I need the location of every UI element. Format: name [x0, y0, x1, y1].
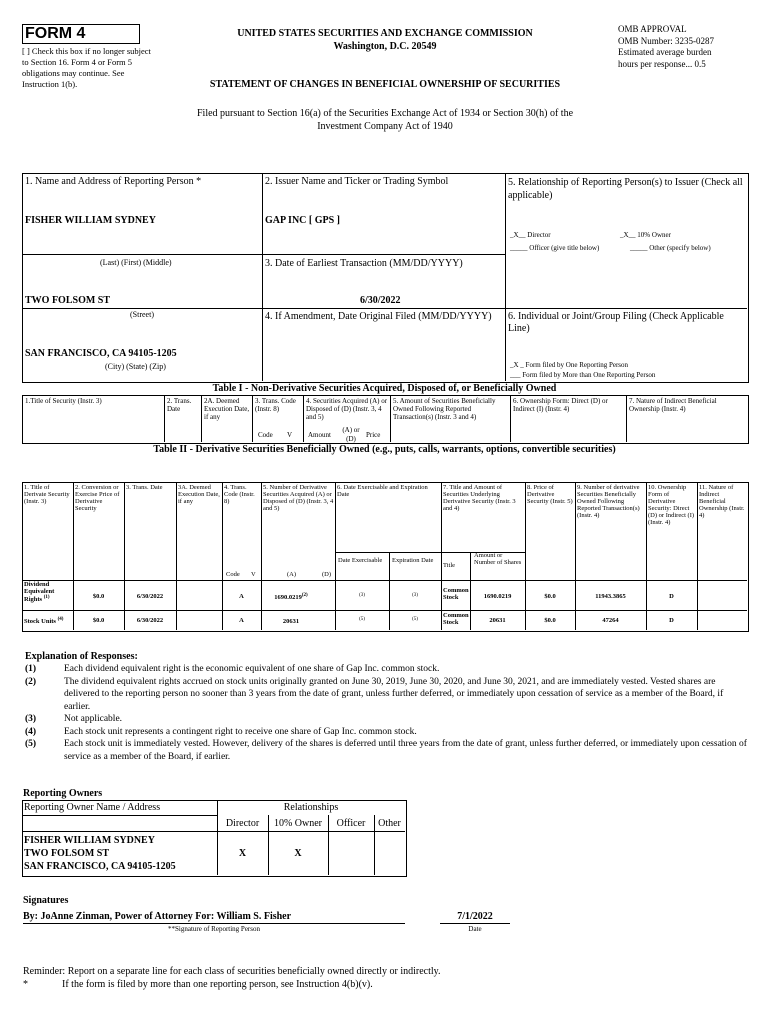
list-item: (1) Each dividend equivalent right is the economic equivalent of one share of Gap Inc. common stock. [25, 664, 440, 674]
city-label: (City) (State) (Zip) [105, 362, 166, 371]
row2-exercisable: (5) [359, 617, 365, 622]
omb-approval [618, 24, 758, 70]
statement-title: STATEMENT OF CHANGES IN BENEFICIAL OWNERSHIP OF SECURITIES [209, 79, 561, 90]
list-item: (4) Each stock unit represents a contingent right to receive one share of Gap Inc. common stock. [25, 726, 417, 737]
reporting-person-label: 1. Name and Address of Reporting Person * [25, 176, 202, 187]
form-title: FORM 4 [22, 24, 140, 44]
omb-line: Estimated average burden [618, 47, 712, 57]
row2-price: $0.0 [92, 617, 105, 624]
t2-sub-title: Title [443, 562, 456, 569]
reporting-person-name: FISHER WILLIAM SYDNEY [25, 215, 156, 226]
name-parts-label: (Last) (First) (Middle) [100, 258, 172, 267]
row1-title: Dividend Equivalent Rights $^{(1)}$ [24, 581, 55, 604]
t2-col-number: 5. Number of Derivative Securities Acquired (A) or Disposed of (D) (Instr. 3, 4 and 5) [263, 484, 334, 512]
footnote-star: * [23, 979, 28, 990]
row2-acquired: 20631 [282, 618, 300, 626]
agency-name: UNITED STATES SECURITIES AND EXCHANGE COMMISSION [237, 28, 533, 39]
footnote-star-text: If the form is filed by more than one reporting person, see Instruction 4(b)(v). [62, 979, 373, 990]
t2-sub-amount: Amount or Number of Shares [474, 552, 522, 566]
filing-more-persons: ___ Form filed by More than One Reporting Person [510, 371, 656, 379]
list-item: (3) Not applicable. [25, 714, 123, 724]
filing-label: 6. Individual or Joint/Group Filing (Check Applicable Line) [508, 311, 724, 334]
t1-col-title: 1.Title of Security (Instr. 3) [25, 397, 102, 405]
filed-pursuant-line1: Filed pursuant to Section 16(a) of the Securities Exchange Act of 1934 or Section 30(h) of the [196, 108, 574, 119]
rel-ten-percent-owner: _X__ 10% Owner [620, 231, 671, 239]
explanation-title: Explanation of Responses: [25, 651, 138, 662]
t1-col-acquired: 4. Securities Acquired (A) or Disposed of (D) (Instr. 3, 4 and 5) [306, 397, 388, 421]
omb-line: hours per response... 0.5 [618, 58, 706, 69]
list-item: (5) Each stock unit is immediately vested. However, delivery of the shares is deferred until three years from the date of grant, unless further deferred, or immediately upon cessation of service as a member of the Board, if earlier. [25, 739, 747, 762]
table1-title: Table I - Non-Derivative Securities Acquired, Disposed of, or Beneficially Owned [212, 383, 557, 394]
t1-sub-amount: Amount [308, 431, 331, 439]
row1-date: 6/30/2022 [136, 593, 164, 600]
row1-price: $0.0 [92, 593, 105, 600]
row1-underlying-amount: 1690.0219 [483, 593, 512, 600]
reporting-person-street: TWO FOLSOM ST [25, 295, 111, 306]
owner-director-mark: X [238, 848, 247, 859]
checkbox-note: [ ] Check this box if no longer subject to Section 16. Form 4 or Form 5 obligations may continue. See Instruction 1(b). [22, 46, 151, 89]
t1-sub-v: V [287, 431, 293, 439]
t2-col-owned: 9. Number of derivative Securities Beneficially Owned Following Reported Transaction(s) (Instr. 4) [577, 484, 640, 519]
t1-col-amount: 5. Amount of Securities Beneficially Owned Following Reported Transaction(s) (Instr. 3 and 4) [393, 397, 496, 421]
t2-sub-d: (D) [322, 571, 332, 578]
amendment-label: 4. If Amendment, Date Original Filed (MM/DD/YYYY) [265, 311, 492, 322]
t1-col-date: 2. Trans. Date [167, 397, 192, 413]
t2-col-underlying: 7. Title and Amount of Securities Underlying Derivative Security (Instr. 3 and 4) [443, 484, 516, 512]
omb-line: OMB APPROVAL [618, 24, 687, 34]
row1-expiration: (3) [412, 593, 418, 598]
owners-col-relationships: Relationships [283, 802, 339, 813]
row1-form: D [669, 593, 674, 600]
t1-col-nature: 7. Nature of Indirect Beneficial Ownership (Instr. 4) [629, 397, 717, 413]
row1-derivative-price: $0.0 [544, 593, 556, 600]
t2-col-nature: 11. Nature of Indirect Beneficial Ownership (Instr. 4) [699, 484, 745, 519]
owners-sub-director: Director [225, 818, 260, 829]
row1-acquired: 1690.0219$^{(2)}$ [274, 593, 308, 602]
signature-date-label: Date [468, 925, 482, 933]
rel-director: _X__ Director [510, 231, 551, 239]
list-item: (2) The dividend equivalent rights accrued on stock units originally granted on June 30, 2019, June 30, 2020, and June 30, 2021, and are immediately vested. Vested shares are delivered to the reporting person no sooner than 3 years from the date of grant, unless further deferred, or immediately upon cessation of service as a member of the Board, if earlier. [25, 676, 724, 712]
filed-pursuant-line2: Investment Company Act of 1940 [317, 121, 453, 132]
t1-col-form: 6. Ownership Form: Direct (D) or Indirect (I) (Instr. 4) [513, 397, 608, 413]
table2-title: Table II - Derivative Securities Beneficially Owned (e.g., puts, calls, warrants, options, convertible securities) [153, 444, 616, 455]
row2-title: Stock Units $^{(4)}$ [24, 617, 64, 626]
t2-sub-a: (A) [287, 571, 297, 578]
earliest-date: 6/30/2022 [360, 295, 401, 306]
row2-derivative-price: $0.0 [544, 617, 556, 624]
row1-underlying-title: Common Stock [443, 587, 469, 601]
street-label: (Street) [130, 310, 154, 319]
t1-col-code: 3. Trans. Code (Instr. 8) [255, 397, 296, 413]
explanation-list [25, 663, 750, 763]
earliest-date-label: 3. Date of Earliest Transaction (MM/DD/YYYY) [265, 258, 463, 269]
owner-name-address: FISHER WILLIAM SYDNEY TWO FOLSOM ST SAN FRANCISCO, CA 94105-1205 [24, 835, 176, 872]
issuer-label: 2. Issuer Name and Ticker or Trading Symbol [265, 176, 449, 187]
row2-owned: 47264 [602, 617, 619, 624]
rel-officer: _____ Officer (give title below) [510, 244, 600, 252]
owners-title: Reporting Owners [23, 788, 103, 799]
signature-label: **Signature of Reporting Person [168, 925, 260, 933]
reminder-text: Reminder: Report on a separate line for each class of securities beneficially owned directly or indirectly. [23, 966, 441, 977]
t2-sub-code: Code [226, 571, 240, 578]
owners-col-name: Reporting Owner Name / Address [24, 802, 161, 813]
row1-code: A [239, 593, 244, 600]
row2-date: 6/30/2022 [136, 617, 164, 624]
agency-location: Washington, D.C. 20549 [333, 41, 437, 52]
t2-sub-exercisable: Date Exercisable [338, 557, 383, 564]
t2-sub-v: V [251, 571, 256, 578]
t1-col-deemed: 2A. Deemed Execution Date, if any [204, 397, 250, 421]
t2-col-exercisable: 6. Date Exercisable and Expiration Date [337, 484, 428, 498]
row2-expiration: (5) [412, 617, 418, 622]
omb-line: OMB Number: 3235-0287 [618, 35, 714, 46]
t1-sub-code: Code [258, 431, 273, 439]
owners-sub-officer: Officer [336, 818, 366, 829]
relationship-label: 5. Relationship of Reporting Person(s) to Issuer (Check all applicable) [508, 177, 743, 201]
t2-col-title: 1. Title of Derivate Security (Instr. 3) [24, 484, 70, 505]
t2-col-deemed: 3A. Deemed Execution Date, if any [178, 484, 220, 505]
reporting-person-city: SAN FRANCISCO, CA 94105-1205 [25, 348, 177, 359]
t2-col-code: 4. Trans. Code (Instr. 8) [224, 484, 255, 505]
signature-date: 7/1/2022 [440, 911, 510, 924]
row1-owned: 11943.3865 [595, 593, 626, 600]
issuer-name: GAP INC [ GPS ] [265, 215, 340, 226]
t2-sub-expiration: Expiration Date [392, 557, 434, 564]
owners-sub-other: Other [378, 818, 401, 829]
owners-sub-ten-percent: 10% Owner [273, 818, 323, 829]
row1-exercisable: (3) [359, 593, 365, 598]
t2-col-price: 8. Price of Derivative Security (Instr. 5) [527, 484, 573, 505]
t2-col-date: 3. Trans. Date [126, 484, 163, 491]
row2-underlying-title: Common Stock [443, 612, 469, 626]
rel-other: _____ Other (specify below) [630, 244, 711, 252]
owner-ten-percent-mark: X [294, 848, 302, 859]
t1-sub-price: Price [366, 431, 381, 439]
t1-sub-ad: (A) or (D) [342, 426, 360, 443]
signatures-title: Signatures [23, 895, 69, 906]
filing-one-person: _X _ Form filed by One Reporting Person [510, 361, 629, 369]
t2-col-form: 10. Ownership Form of Derivative Security: Direct (D) or Indirect (I) (Instr. 4) [648, 484, 695, 526]
row2-form: D [669, 617, 674, 624]
row2-underlying-amount: 20631 [489, 617, 506, 624]
row2-code: A [239, 617, 244, 624]
t2-col-conversion: 2. Conversion or Exercise Price of Derivative Security [75, 484, 120, 512]
signature-by: By: JoAnne Zinman, Power of Attorney For: William S. Fisher [23, 911, 405, 924]
